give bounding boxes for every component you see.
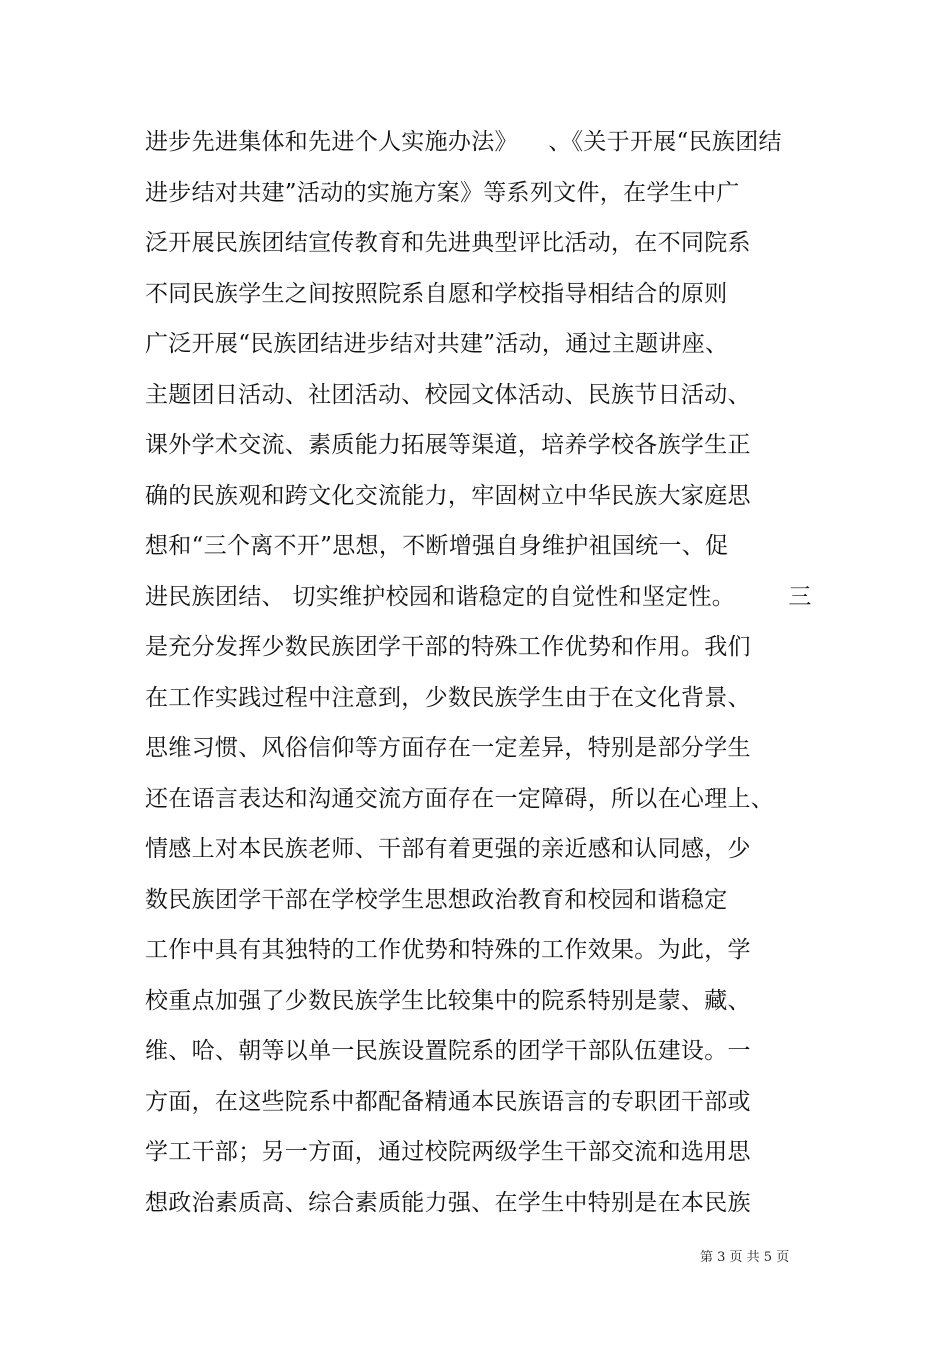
text-line-21: 学工干部；另一方面，通过校院两级学生干部交流和选用思	[145, 1139, 751, 1165]
text-line-13: 思维习惯、风俗信仰等方面存在一定差异，特别是部分学生	[145, 735, 751, 761]
text-line-3: 泛开展民族团结宣传教育和先进典型评比活动，在不同院系	[145, 230, 751, 256]
text-line-6: 主题团日活动、社团活动、校园文体活动、民族节日活动、	[145, 381, 751, 408]
text-line-20: 方面，在这些院系中都配备精通本民族语言的专职团干部或	[145, 1088, 751, 1115]
text-line-10: 进民族团结、 切实维护校园和谐稳定的自觉性和坚定性。 三	[145, 583, 812, 610]
text-line-17: 工作中具有其独特的工作优势和特殊的工作效果。为此，学	[145, 937, 751, 963]
text-line-9: 想和“三个离不开”思想，不断增强自身维护祖国统一、促	[145, 533, 729, 559]
body-text	[145, 117, 825, 1228]
text-line-2: 进步结对共建”活动的实施方案》等系列文件，在学生中广	[145, 179, 740, 206]
text-line-19: 维、哈、朝等以单一民族设置院系的团学干部队伍建设。一	[145, 1038, 751, 1064]
text-line-11: 是充分发挥少数民族团学干部的特殊工作优势和作用。我们	[145, 634, 751, 660]
text-line-22: 想政治素质高、综合素质能力强、在学生中特别是在本民族	[145, 1189, 751, 1216]
text-line-16: 数民族团学干部在学校学生思想政治教育和校园和谐稳定	[145, 886, 728, 913]
text-line-14: 还在语言表达和沟通交流方面存在一定障碍，所以在心理上、	[145, 785, 775, 812]
text-line-7: 课外学术交流、素质能力拓展等渠道，培养学校各族学生正	[145, 432, 751, 458]
page-number-footer: 第 3 页 共 5 页	[700, 1250, 790, 1265]
text-line-18: 校重点加强了少数民族学生比较集中的院系特别是蒙、藏、	[145, 987, 751, 1014]
text-line-5: 广泛开展“民族团结进步结对共建”活动，通过主题讲座、	[145, 331, 729, 357]
text-line-15: 情感上对本民族老师、干部有着更强的亲近感和认同感，少	[145, 836, 751, 862]
text-line-12: 在工作实践过程中注意到，少数民族学生由于在文化背景、	[145, 684, 751, 711]
text-line-4: 不同民族学生之间按照院系自愿和学校指导相结合的原则	[145, 280, 728, 307]
text-line-8: 确的民族观和跨文化交流能力，牢固树立中华民族大家庭思	[145, 482, 751, 509]
text-line-1: 进步先进集体和先进个人实施办法》 、《关于开展“民族团结	[145, 129, 782, 155]
